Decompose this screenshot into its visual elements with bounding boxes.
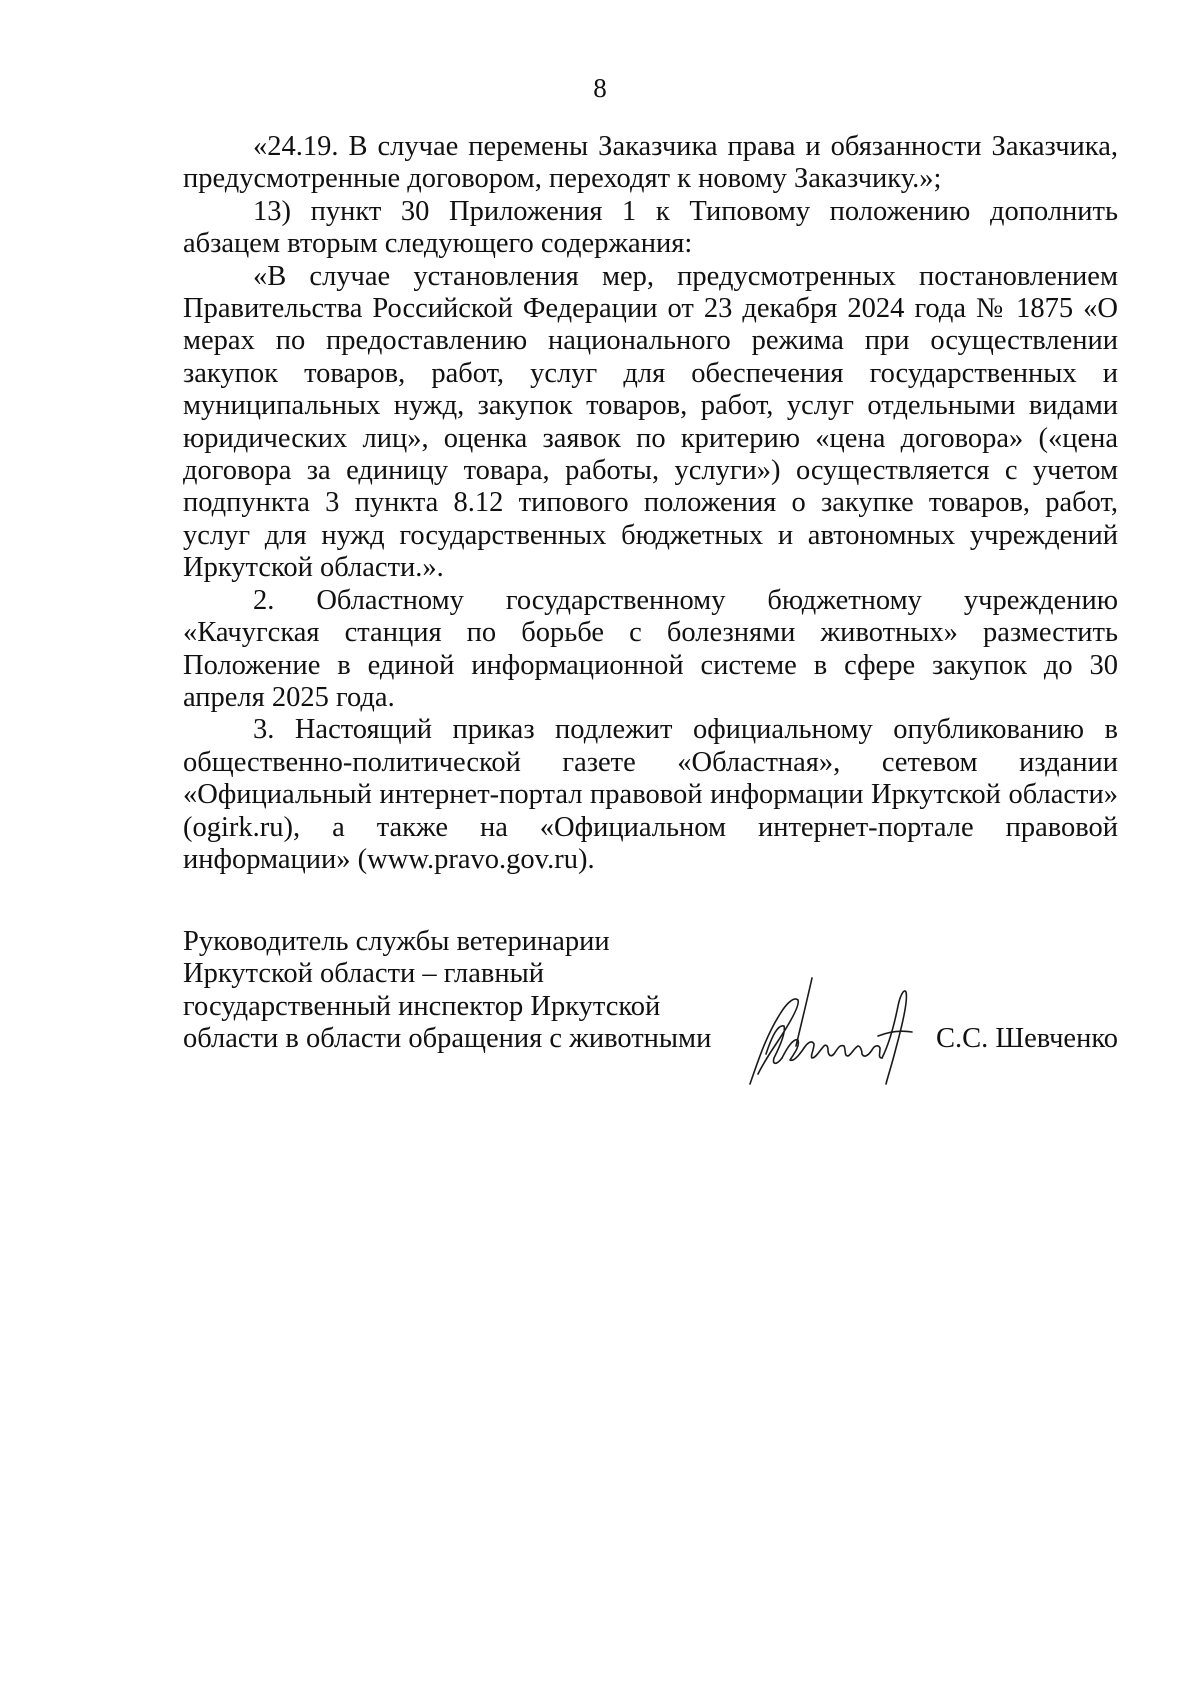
paragraph-item-3: 3. Настоящий приказ подлежит официальному опубликованию в общественно-политической газете «Областная», сетевом издании «Официальный интернет-портал правовой информации Иркутской области» (ogirk.ru), а также на «Официальном интернет-портале правовой информации» (www.pravo.gov.ru).	[183, 714, 1118, 875]
signatory-position-line: Руководитель службы ветеринарии	[183, 926, 610, 957]
signatory-name: С.С. Шевченко	[935, 1023, 1118, 1054]
paragraph-clause-24-19: «24.19. В случае перемены Заказчика права и обязанности Заказчика, предусмотренные договором, переходят к новому Заказчику.»;	[183, 131, 1118, 195]
page-number: 8	[593, 73, 607, 103]
paragraph-item-13: 13) пункт 30 Приложения 1 к Типовому положению дополнить абзацем вторым следующего содержания:	[183, 195, 1118, 260]
signatory-position-line: Иркутской области – главный	[183, 958, 544, 990]
paragraph-item-2: 2. Областному государственному бюджетному учреждению «Качугская станция по борьбе с болезнями животных» разместить Положение в единой информационной системе в сфере закупок до 30 апреля 2025 года.	[183, 584, 1118, 713]
signature-block	[183, 926, 1118, 1096]
document-body	[183, 131, 1118, 876]
paragraph-quoted-addition: «В случае установления мер, предусмотренных постановлением Правительства Российской Федерации от 23 декабря 2024 года № 1875 «О мерах по предоставлению национального режима при осуществлении закупок товаров, работ, услуг для обеспечения государственных и муниципальных нужд, закупок товаров, работ, услуг отдельными видами юридических лиц», оценка заявок по критерию «цена договора» («цена договора за единицу товара, работы, услуги») осуществляется с учетом подпункта 3 пункта 8.12 типового положения о закупке товаров, работ, услуг для нужд государственных бюджетных и автономных учреждений Иркутской области.».	[183, 260, 1118, 584]
signatory-position-line: государственный инспектор Иркутской	[183, 990, 661, 1022]
handwritten-signature	[728, 966, 928, 1096]
signatory-position-line: области в области обращения с животными	[183, 1023, 712, 1055]
signatory-position	[183, 926, 743, 1056]
